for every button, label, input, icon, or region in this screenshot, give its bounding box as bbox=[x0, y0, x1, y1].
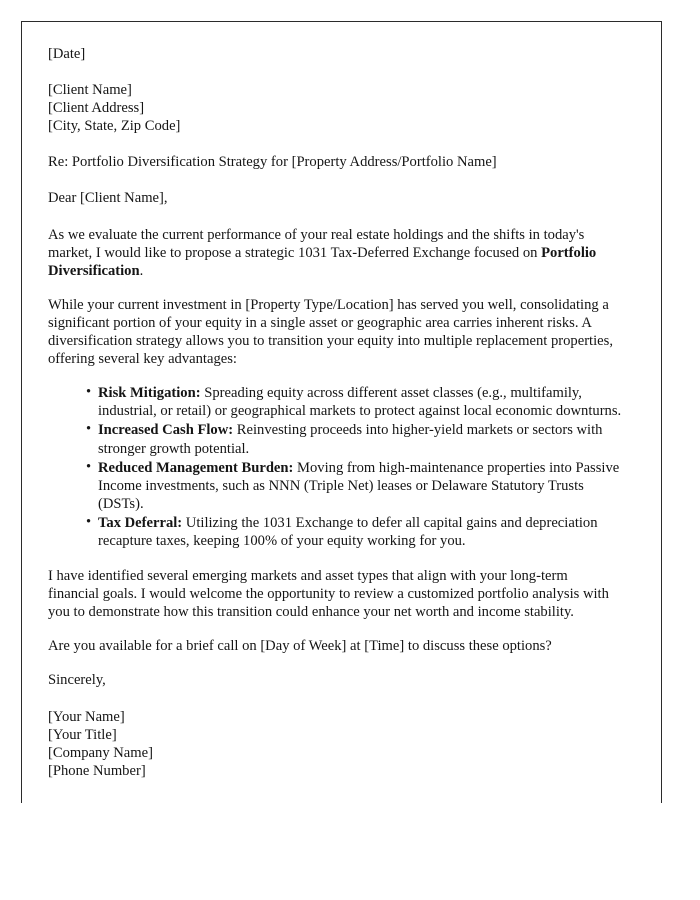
valediction-text: Sincerely, bbox=[48, 672, 106, 689]
recipient-address: [Client Address] bbox=[48, 100, 145, 117]
spacer-after-paragraph-2 bbox=[48, 368, 622, 384]
recipient-address-block bbox=[48, 81, 622, 135]
advantages-list bbox=[48, 384, 622, 550]
salutation bbox=[48, 189, 622, 207]
paragraph-1-lead: As we evaluate the current performance of your real estate holdings and the shifts in today's market, I would like to propose a strategic 1031 Tax-Deferred Exchange focused on bbox=[48, 226, 585, 261]
bullet-text: Utilizing the 1031 Exchange to defer all capital gains and depreciation recapture taxes, keeping 100% of your equity working for you. bbox=[98, 514, 598, 549]
spacer-after-date bbox=[48, 63, 622, 81]
spacer-after-subject bbox=[48, 171, 622, 189]
signer-company: [Company Name] bbox=[48, 744, 153, 761]
paragraph-1-emphasis: Portfolio Diversification bbox=[48, 244, 597, 279]
paragraph-1 bbox=[48, 226, 622, 280]
paragraph-4: Are you available for a brief call on [Day of Week] at [Time] to discuss these options? bbox=[48, 638, 552, 655]
list-item bbox=[86, 384, 622, 420]
spacer-after-paragraph-1 bbox=[48, 280, 622, 296]
bullet-text: Reinvesting proceeds into higher-yield markets or sectors with stronger growth potential. bbox=[98, 422, 603, 457]
signer-title: [Your Title] bbox=[48, 726, 117, 743]
salutation-text: Dear [Client Name], bbox=[48, 190, 168, 207]
recipient-name: [Client Name] bbox=[48, 82, 132, 99]
bullet-label: Risk Mitigation: bbox=[98, 385, 201, 402]
bullet-text: Moving from high-maintenance properties into Passive Income investments, such as NNN (Triple Net) leases or Delaware Statutory Trusts (DSTs). bbox=[98, 459, 620, 512]
bullet-text: Spreading equity across different asset classes (e.g., multifamily, industrial, or retail) or geographical markets to protect against local economic downturns. bbox=[98, 385, 622, 420]
date-block bbox=[48, 45, 622, 63]
recipient-city-state-zip: [City, State, Zip Code] bbox=[48, 118, 181, 135]
bullet-label: Reduced Management Burden: bbox=[98, 459, 294, 476]
date-placeholder: [Date] bbox=[48, 46, 86, 62]
spacer-after-valediction bbox=[48, 690, 622, 708]
list-item bbox=[86, 459, 622, 513]
bullet-label: Increased Cash Flow: bbox=[98, 422, 234, 439]
spacer-after-list bbox=[48, 551, 622, 567]
subject-line-text: Re: Portfolio Diversification Strategy for [Property Address/Portfolio Name] bbox=[48, 154, 497, 171]
signer-name: [Your Name] bbox=[48, 708, 125, 725]
bullet-label: Tax Deferral: bbox=[98, 514, 183, 531]
letter-content bbox=[48, 45, 622, 780]
paragraph-2: While your current investment in [Property Type/Location] has served you well, consolidating a significant portion of your equity in a single asset or geographic area carries inherent risks. A diversification strategy allows you to transition your equity into multiple replacement properties, offering several key advantages: bbox=[48, 296, 613, 368]
document-page bbox=[21, 21, 662, 803]
signature-block bbox=[48, 708, 622, 780]
spacer-after-address bbox=[48, 135, 622, 153]
list-item bbox=[86, 514, 622, 550]
spacer-after-salutation bbox=[48, 208, 622, 226]
spacer-after-paragraph-3 bbox=[48, 621, 622, 637]
list-item bbox=[86, 421, 622, 457]
subject-line bbox=[48, 153, 622, 171]
spacer-after-paragraph-4 bbox=[48, 655, 622, 671]
valediction bbox=[48, 671, 622, 689]
paragraph-1-tail: . bbox=[139, 262, 144, 279]
signer-phone: [Phone Number] bbox=[48, 762, 146, 779]
paragraph-3: I have identified several emerging markets and asset types that align with your long-term financial goals. I would welcome the opportunity to review a customized portfolio analysis with you to demonstrate how this transition could enhance your net worth and income stability. bbox=[48, 568, 609, 621]
